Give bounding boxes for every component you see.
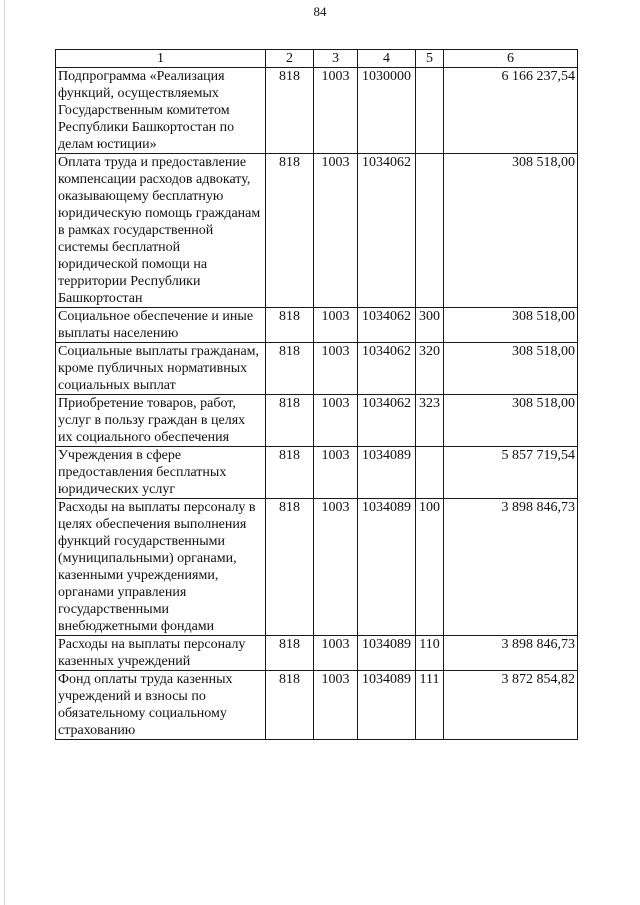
row-ved-code: 818 <box>266 499 314 636</box>
row-ved-code: 818 <box>266 308 314 343</box>
row-name: Социальные выплаты гражданам, кроме публичных нормативных социальных выплат <box>56 343 266 395</box>
row-expense-type: 100 <box>416 499 444 636</box>
column-header: 1 <box>56 50 266 68</box>
row-section-code: 1003 <box>314 154 358 308</box>
row-section-code: 1003 <box>314 343 358 395</box>
row-ved-code: 818 <box>266 447 314 499</box>
table-row <box>56 308 578 343</box>
row-ved-code: 818 <box>266 395 314 447</box>
row-target-code: 1034089 <box>358 447 416 499</box>
column-header: 4 <box>358 50 416 68</box>
row-section-code: 1003 <box>314 636 358 671</box>
row-name: Учреждения в сфере предоставления бесплатных юридических услуг <box>56 447 266 499</box>
row-target-code: 1034089 <box>358 499 416 636</box>
row-target-code: 1034089 <box>358 636 416 671</box>
row-section-code: 1003 <box>314 671 358 740</box>
row-target-code: 1030000 <box>358 68 416 154</box>
row-amount: 308 518,00 <box>444 343 578 395</box>
table-row <box>56 343 578 395</box>
table-row <box>56 447 578 499</box>
table-row <box>56 68 578 154</box>
row-amount: 3 898 846,73 <box>444 636 578 671</box>
budget-table <box>55 49 578 740</box>
row-ved-code: 818 <box>266 343 314 395</box>
row-expense-type <box>416 447 444 499</box>
row-name: Расходы на выплаты персоналу в целях обеспечения выполнения функций государственными (муниципальными) органами, казенными учреждениями, органами управления государственными внебюджетными фондами <box>56 499 266 636</box>
row-section-code: 1003 <box>314 499 358 636</box>
row-target-code: 1034089 <box>358 671 416 740</box>
column-header: 3 <box>314 50 358 68</box>
row-target-code: 1034062 <box>358 343 416 395</box>
table-row <box>56 671 578 740</box>
row-name: Приобретение товаров, работ, услуг в пользу граждан в целях их социального обеспечения <box>56 395 266 447</box>
row-ved-code: 818 <box>266 68 314 154</box>
row-target-code: 1034062 <box>358 395 416 447</box>
column-header: 2 <box>266 50 314 68</box>
row-amount: 3 872 854,82 <box>444 671 578 740</box>
row-amount: 308 518,00 <box>444 308 578 343</box>
row-section-code: 1003 <box>314 68 358 154</box>
row-ved-code: 818 <box>266 636 314 671</box>
row-amount: 308 518,00 <box>444 154 578 308</box>
scan-edge-line <box>4 0 5 905</box>
column-header: 6 <box>444 50 578 68</box>
column-header: 5 <box>416 50 444 68</box>
row-target-code: 1034062 <box>358 154 416 308</box>
row-section-code: 1003 <box>314 395 358 447</box>
row-name: Расходы на выплаты персоналу казенных учреждений <box>56 636 266 671</box>
row-name: Оплата труда и предоставление компенсации расходов адвокату, оказывающему бесплатную юридическую помощь гражданам в рамках государственной системы бесплатной юридической помощи на территории Республики Башкортостан <box>56 154 266 308</box>
row-amount: 308 518,00 <box>444 395 578 447</box>
row-expense-type: 110 <box>416 636 444 671</box>
table-row <box>56 395 578 447</box>
table-header-row <box>56 50 578 68</box>
row-expense-type <box>416 154 444 308</box>
row-expense-type: 320 <box>416 343 444 395</box>
row-name: Фонд оплаты труда казенных учреждений и взносы по обязательному социальному страхованию <box>56 671 266 740</box>
row-expense-type: 323 <box>416 395 444 447</box>
table-row <box>56 636 578 671</box>
row-expense-type: 300 <box>416 308 444 343</box>
page-number: 84 <box>313 4 327 19</box>
row-expense-type <box>416 68 444 154</box>
row-target-code: 1034062 <box>358 308 416 343</box>
table-row <box>56 499 578 636</box>
row-amount: 6 166 237,54 <box>444 68 578 154</box>
table-row <box>56 154 578 308</box>
row-name: Подпрограмма «Реализация функций, осуществляемых Государственным комитетом Республики Башкортостан по делам юстиции» <box>56 68 266 154</box>
row-amount: 3 898 846,73 <box>444 499 578 636</box>
row-name: Социальное обеспечение и иные выплаты населению <box>56 308 266 343</box>
row-amount: 5 857 719,54 <box>444 447 578 499</box>
row-section-code: 1003 <box>314 447 358 499</box>
row-ved-code: 818 <box>266 154 314 308</box>
row-ved-code: 818 <box>266 671 314 740</box>
row-section-code: 1003 <box>314 308 358 343</box>
row-expense-type: 111 <box>416 671 444 740</box>
